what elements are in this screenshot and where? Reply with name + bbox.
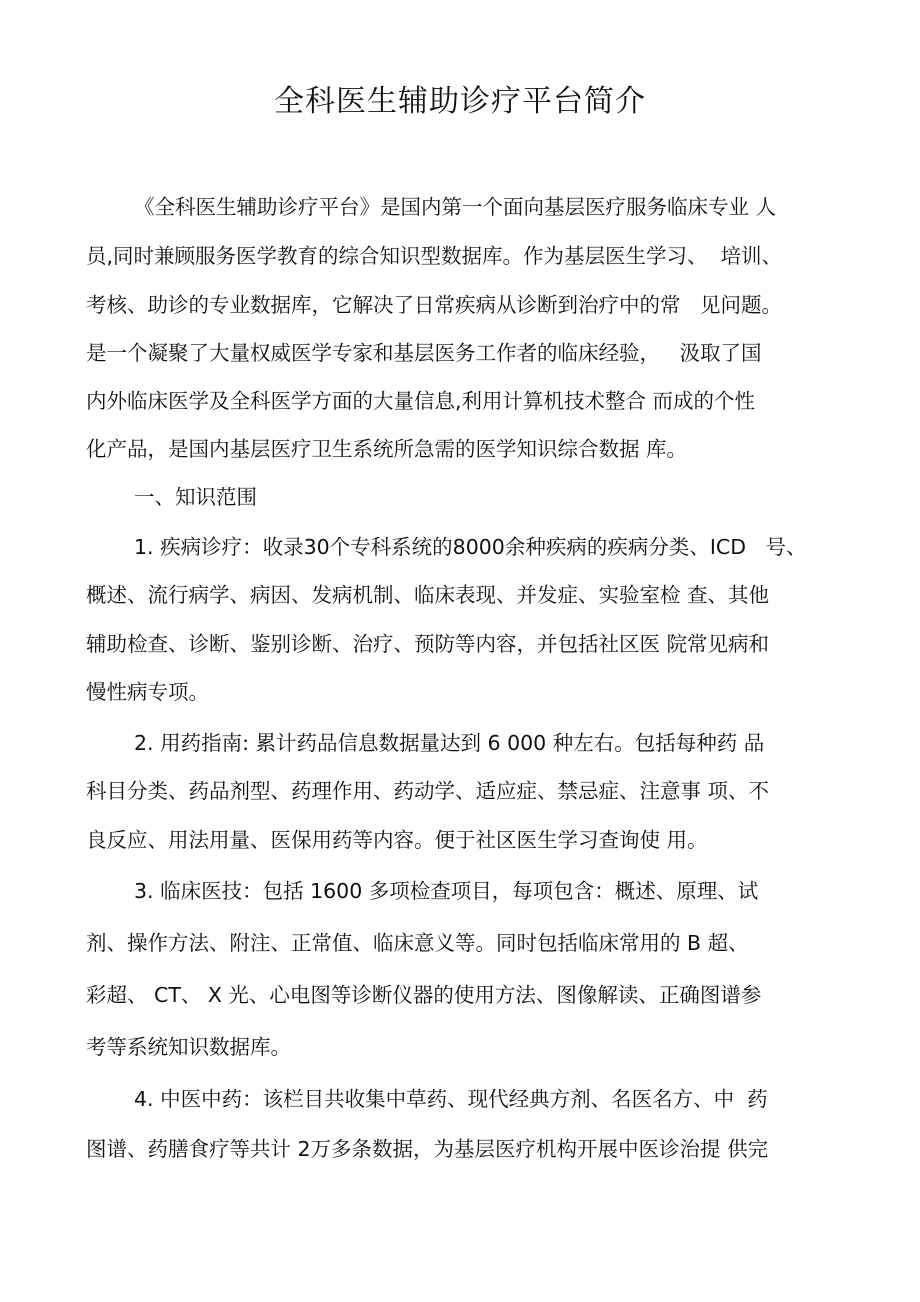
paragraph-line: 辅助检查、诊断、鉴别诊断、治疗、预防等内容，并包括社区医 院常见病和 (86, 632, 770, 656)
paragraph-line: 内外临床医学及全科医学方面的大量信息,利用计算机技术整合 而成的个性 (86, 389, 756, 413)
paragraph-line: 《全科医生辅助诊疗平台》是国内第一个面向基层医疗服务临床专业 人 (134, 195, 777, 219)
paragraph-line: 良反应、用法用量、医保用药等内容。便于社区医生学习查询使 用。 (86, 828, 708, 852)
paragraph-line: 科目分类、药品剂型、药理作用、药动学、适应症、禁忌症、注意事 项、不 (86, 779, 770, 803)
paragraph-line: 考核、助诊的专业数据库，它解决了日常疾病从诊断到治疗中的常 见问题。 (86, 293, 783, 317)
paragraph-line: 慢性病专项。 (86, 680, 209, 704)
page-title: 全科医生辅助诊疗平台简介 (274, 84, 646, 119)
paragraph-line: 考等系统知识数据库。 (86, 1035, 291, 1059)
paragraph-line: 4. 中医中药：该栏目共收集中草药、现代经典方剂、名医名方、中 药 (134, 1087, 768, 1111)
paragraph-line: 2. 用药指南: 累计药品信息数据量达到 6 000 种左右。包括每种药 品 (134, 731, 765, 755)
paragraph-line: 概述、流行病学、病因、发病机制、临床表现、并发症、实验室检 查、其他 (86, 583, 770, 607)
paragraph-line: 彩超、 CT、 X 光、心电图等诊断仪器的使用方法、图像解读、正确图谱参 (86, 983, 762, 1007)
section-heading: 一、知识范围 (134, 485, 257, 509)
paragraph-line: 剂、操作方法、附注、正常值、临床意义等。同时包括临床常用的 B 超、 (86, 931, 749, 955)
paragraph-line: 1. 疾病诊疗：收录30个专科系统的8000余种疾病的疾病分类、ICD 号、 (134, 535, 807, 559)
paragraph-line: 员,同时兼顾服务医学教育的综合知识型数据库。作为基层医生学习、 培训、 (86, 244, 783, 268)
paragraph-line: 3. 临床医技：包括 1600 多项检查项目，每项包含：概述、原理、试 (134, 879, 759, 903)
paragraph-line: 是一个凝聚了大量权威医学专家和基层医务工作者的临床经验， 汲取了国 (86, 341, 762, 365)
paragraph-line: 图谱、药膳食疗等共计 2万多条数据，为基层医疗机构开展中医诊治提 供完 (86, 1137, 769, 1161)
paragraph-line: 化产品，是国内基层医疗卫生系统所急需的医学知识综合数据 库。 (86, 437, 688, 461)
